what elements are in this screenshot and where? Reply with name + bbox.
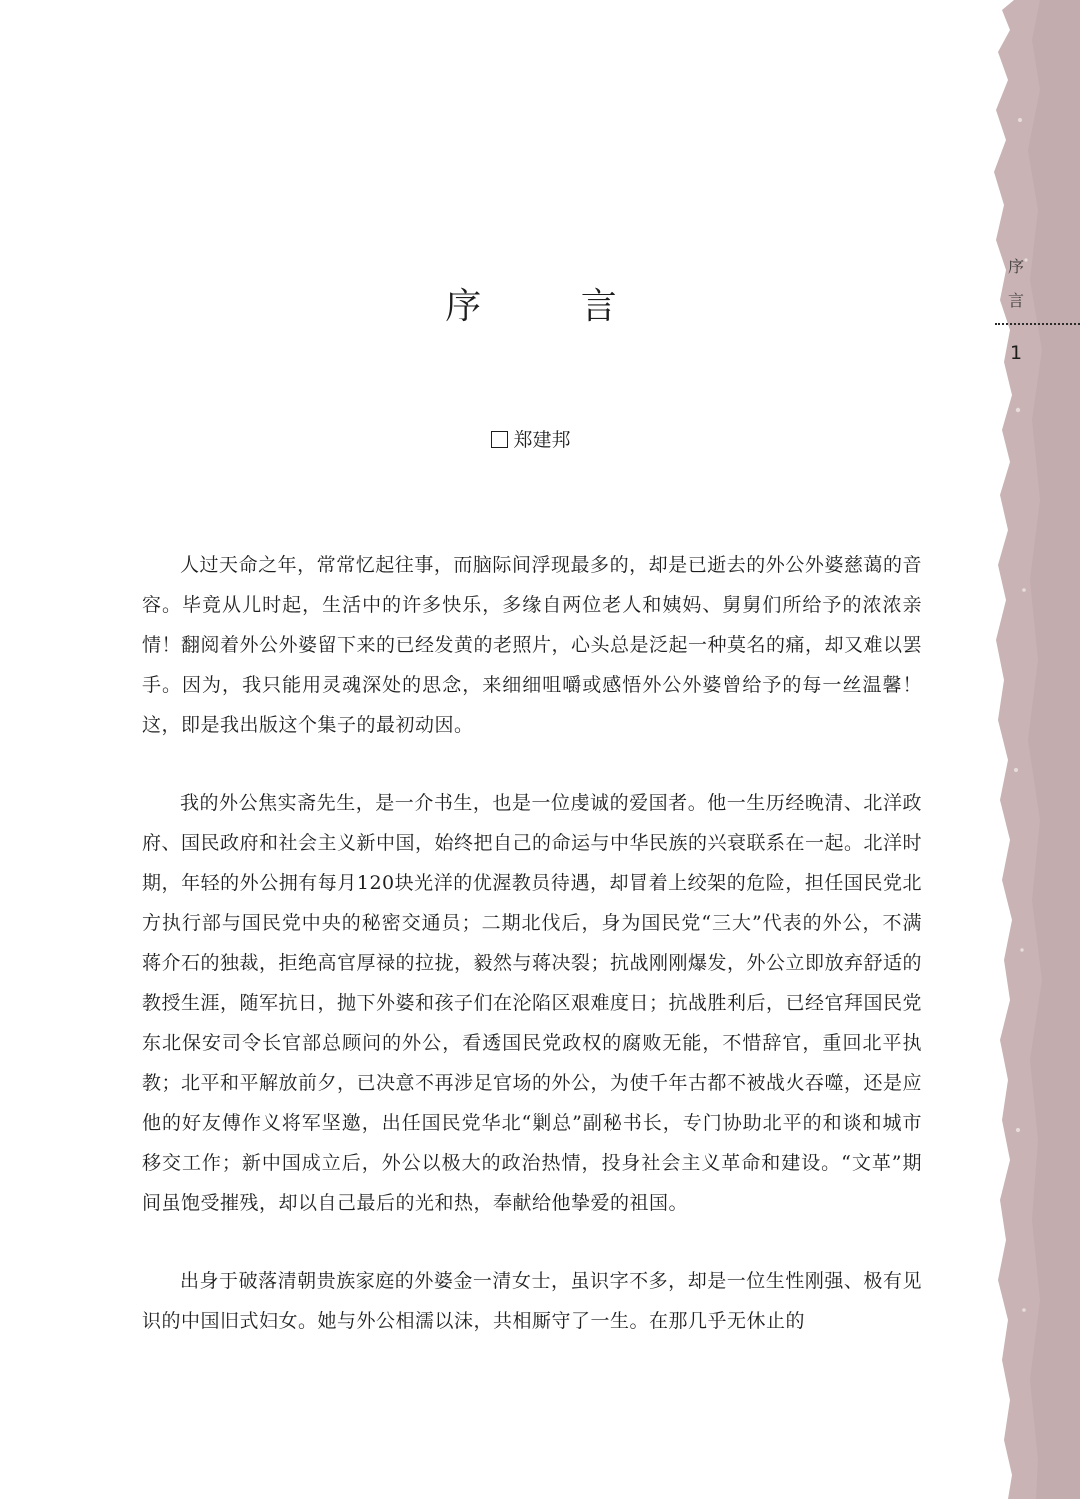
body-text — [142, 545, 922, 1379]
running-head-char-1: 序 — [1007, 257, 1024, 276]
paragraph-1: 人过天命之年，常常忆起往事，而脑际间浮现最多的，却是已逝去的外公外婆慈蔼的音容。毕竟从儿时起，生活中的许多快乐，多缘自两位老人和姨妈、舅舅们所给予的浓浓亲情！翻阅着外公外婆留下来的已经发黄的老照片，心头总是泛起一种莫名的痛，却又难以罢手。因为，我只能用灵魂深处的思念，来细细咀嚼或感悟外公外婆曾给予的每一丝温馨！这，即是我出版这个集子的最初动因。 — [142, 554, 923, 736]
author-byline — [0, 425, 1062, 452]
decorative-edge-strip — [980, 0, 1080, 1499]
chapter-title: 序 言 — [445, 286, 661, 327]
paragraph-3: 出身于破落清朝贵族家庭的外婆金一清女士，虽识字不多，却是一位生性刚强、极有见识的中国旧式妇女。她与外公相濡以沫，共相厮守了一生。在那几乎无休止的 — [142, 1270, 922, 1332]
page-number: 1 — [1009, 342, 1023, 364]
torn-paper-edge-graphic — [980, 0, 1080, 1499]
running-head-char-2: 言 — [1007, 291, 1024, 310]
paragraph-2: 我的外公焦实斋先生，是一介书生，也是一位虔诚的爱国者。他一生历经晚清、北洋政府、国民政府和社会主义新中国，始终把自己的命运与中华民族的兴衰联系在一起。北洋时期，年轻的外公拥有每月120块光洋的优渥教员待遇，却冒着上绞架的危险，担任国民党北方执行部与国民党中央的秘密交通员；二期北伐后，身为国民党“三大”代表的外公，不满蒋介石的独裁，拒绝高官厚禄的拉拢，毅然与蒋决裂；抗战刚刚爆发，外公立即放弃舒适的教授生涯，随军抗日，抛下外婆和孩子们在沦陷区艰难度日；抗战胜利后，已经官拜国民党东北保安司令长官部总顾问的外公，看透国民党政权的腐败无能，不惜辞官，重回北平执教；北平和平解放前夕，已决意不再涉足官场的外公，为使千年古都不被战火吞噬，还是应他的好友傅作义将军坚邀，出任国民党华北“剿总”副秘书长，专门协助北平的和谈和城市移交工作；新中国成立后，外公以极大的政治热情，投身社会主义革命和建设。“文革”期间虽饱受摧残，却以自己最后的光和热，奉献给他挚爱的祖国。 — [142, 792, 923, 1214]
square-box-icon — [491, 431, 508, 448]
author-name: 郑建邦 — [513, 429, 571, 451]
